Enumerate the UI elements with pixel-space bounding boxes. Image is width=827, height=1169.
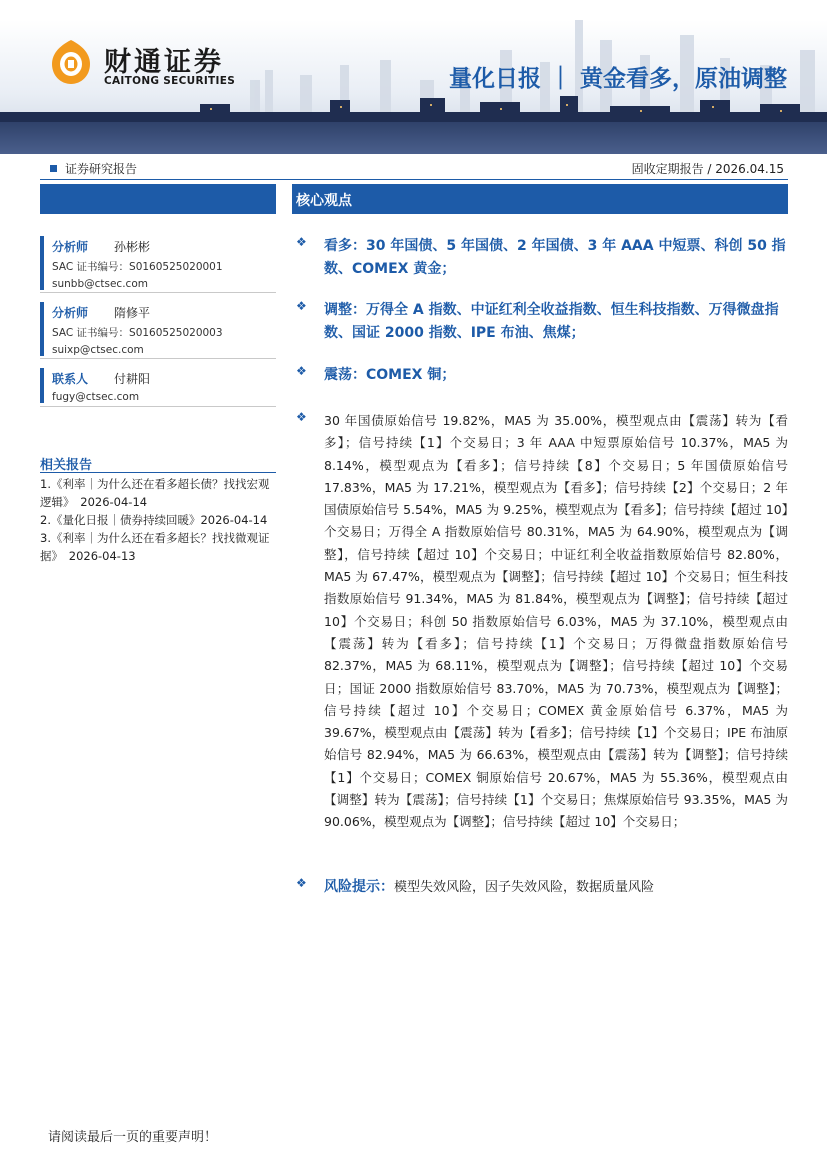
- range-text: 震荡：COMEX 铜；: [324, 367, 456, 383]
- related-report-item[interactable]: 2.《量化日报｜债券持续回暖》2026-04-14: [40, 513, 268, 527]
- core-view-title: 核心观点: [296, 193, 352, 209]
- divider: [40, 406, 276, 407]
- analyst-email[interactable]: sunbb@ctsec.com: [52, 278, 148, 290]
- logo-english-name: CAITONG SECURITIES: [104, 75, 236, 87]
- logo-chinese-name: 财通证券: [104, 47, 224, 78]
- analyst-cert: SAC 证书编号：S0160525020003: [52, 327, 223, 339]
- bullish-bullet: [296, 235, 788, 281]
- diamond-bullet-icon: ❖: [296, 410, 307, 424]
- diamond-bullet-icon: ❖: [296, 299, 307, 313]
- core-view-header: [292, 184, 788, 214]
- risk-text: [324, 876, 788, 899]
- contact-name: 付耕阳: [114, 372, 151, 386]
- analyst-email[interactable]: suixp@ctsec.com: [52, 344, 144, 356]
- related-report-item[interactable]: 1.《利率｜为什么还在看多超长债？找找宏观逻辑》 2026-04-14: [40, 477, 270, 509]
- adjust-text: 调整：万得全 A 指数、中证红利全收益指数、恒生科技指数、万得微盘指数、国证 2000 指数、IPE 布油、焦煤；: [324, 302, 779, 341]
- related-reports-title: 相关报告: [40, 458, 93, 473]
- analyst-card: [40, 236, 276, 290]
- bullish-text: 看多：30 年国债、5 年国债、2 年国债、3 年 AAA 中短票、科创 50 指数、COMEX 黄金；: [324, 238, 786, 277]
- analyst-name: 隋修平: [114, 306, 151, 320]
- detail-text: 30 年国债原始信号 19.82%，MA5 为 35.00%，模型观点由【震荡】转为【看多】；信号持续【1】个交易日；3 年 AAA 中短票原始信号 10.37%，MA5 为 8.14%，模型观点为【看多】；信号持续【8】个交易日；5 年国债原始信号 17.83%，MA5 为 17.21%，模型观点为【看多】；信号持续【2】个交易日；2 年国债原始信号 5.54%，MA5 为 9.25%，模型观点为【看多】；信号持续【超过 10】个交易日；万得全 A 指数原始信号 80.31%，MA5 为 64.90%，模型观点为【调整】，信号持续【超过 10】个交易日；中证红利全收益指数原始信号 82.80%，MA5 为 67.47%，模型观点为【调整】；信号持续【超过 10】个交易日；恒生科技指数原始信号 91.34%，MA5 为 81.84%，模型观点为【调整】；信号持续【超过 10】个交易日；科创 50 指数原始信号 6.03%，MA5 为 37.10%，模型观点由【震荡】转为【看多】；信号持续【1】个交易日；万得微盘指数原始信号 82.37%，MA5 为 68.11%，模型观点为【调整】；信号持续【超过 10】个交易日；国证 2000 指数原始信号 83.70%，MA5 为 70.73%，模型观点为【调整】；信号持续【超过 10】个交易日；COMEX 黄金原始信号 6.37%，MA5 为 39.67%，模型观点由【震荡】转为【看多】；信号持续【1】个交易日；IPE 布油原始信号 82.94%，MA5 为 66.63%，模型观点由【震荡】转为【调整】；信号持续【1】个交易日；COMEX 铜原始信号 20.67%，MA5 为 55.36%，模型观点由【调整】转为【震荡】；信号持续【1】个交易日；焦煤原始信号 93.35%，MA5 为 90.06%，模型观点为【调整】；信号持续【超过 10】个交易日；: [324, 413, 788, 830]
- analyst-cert: SAC 证书编号：S0160525020001: [52, 261, 223, 273]
- diamond-bullet-icon: ❖: [296, 235, 307, 249]
- diamond-bullet-icon: ❖: [296, 876, 307, 890]
- contact-role: 联系人: [52, 372, 89, 386]
- risk-label: 风险提示：: [324, 879, 394, 895]
- doc-type-label: 证券研究报告: [65, 162, 138, 176]
- divider: [40, 358, 276, 359]
- analyst-role: 分析师: [52, 240, 89, 254]
- footer-disclaimer: 请阅读最后一页的重要声明！: [48, 1130, 218, 1145]
- related-reports-list: [40, 475, 276, 565]
- analyst-card: [40, 302, 276, 356]
- related-report-item[interactable]: 3.《利率｜为什么还在看多超长？找找微观证据》 2026-04-13: [40, 531, 270, 563]
- diamond-bullet-icon: ❖: [296, 364, 307, 378]
- risk-items: 模型失效风险，因子失效风险，数据质量风险: [394, 880, 655, 895]
- category-date: 固收定期报告 / 2026.04.15: [631, 162, 784, 176]
- detail-bullet: [296, 410, 788, 834]
- analyst-role: 分析师: [52, 306, 89, 320]
- related-reports-divider: [40, 472, 276, 473]
- sub-header-bar: [40, 158, 788, 180]
- left-column-band: [40, 184, 276, 214]
- caitong-logo: [50, 36, 250, 96]
- report-title: 量化日报 ｜ 黄金看多，原油调整: [448, 66, 787, 92]
- doc-type: [40, 160, 137, 177]
- divider: [40, 292, 276, 293]
- adjust-bullet: [296, 299, 788, 345]
- analyst-name: 孙彬彬: [114, 240, 151, 254]
- contact-email[interactable]: fugy@ctsec.com: [52, 391, 140, 403]
- range-bullet: [296, 364, 788, 387]
- square-icon: [50, 165, 57, 172]
- contact-card: [40, 368, 276, 403]
- risk-bullet: [296, 876, 788, 899]
- report-header: [0, 0, 827, 150]
- coin-logo-icon: [50, 38, 92, 86]
